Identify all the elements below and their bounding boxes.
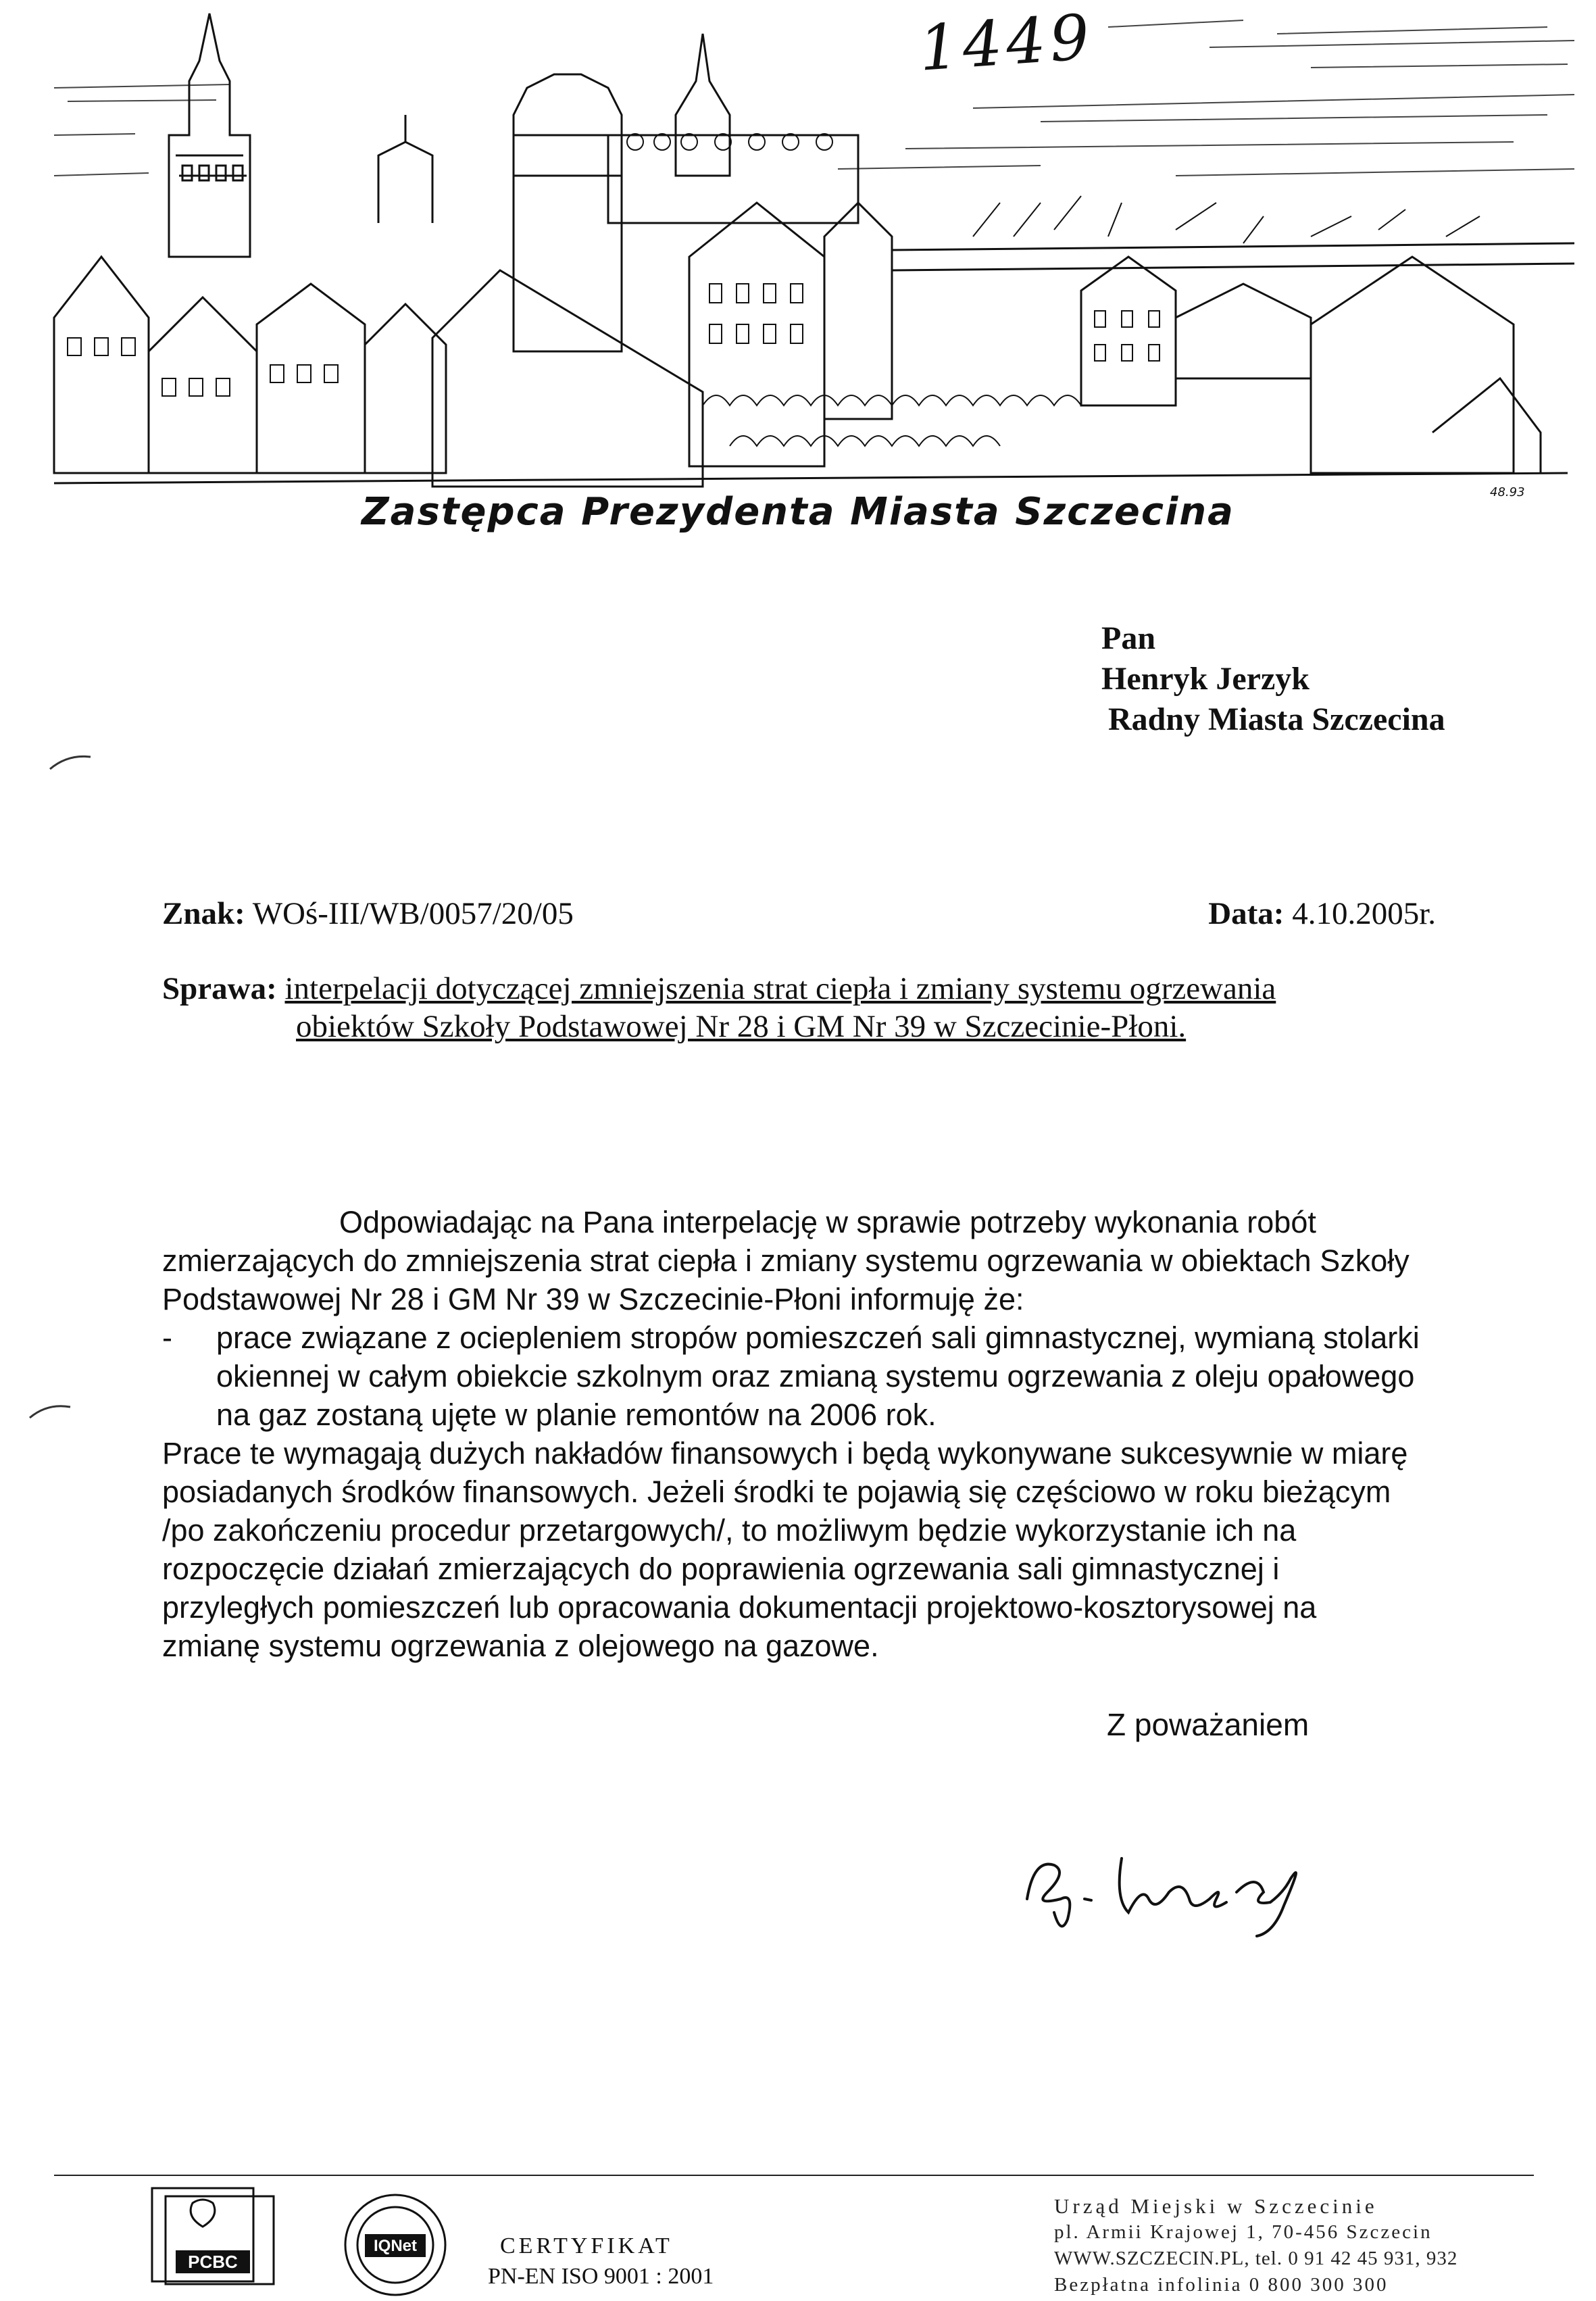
closing-phrase: Z poważaniem (1107, 1707, 1310, 1742)
subject-label: Sprawa: (162, 971, 277, 1006)
date-value: 4.10.2005r. (1292, 896, 1436, 931)
recipient-block (1101, 618, 1445, 740)
certificate-title: CERTYFIKAT (500, 2233, 673, 2258)
recipient-title: Radny Miasta Szczecina (1108, 701, 1445, 737)
iqnet-logo-label: IQNet (373, 2237, 418, 2255)
letterhead-title: Zastępca Prezydenta Miasta Szczecina (361, 490, 1235, 534)
office-address (1054, 2193, 1457, 2298)
handwritten-signature (966, 1818, 1318, 1946)
date-block (1208, 895, 1436, 932)
office-hotline: Bezpłatna infolinia 0 800 300 300 (1054, 2274, 1389, 2296)
office-name: Urząd Miejski w Szczecinie (1054, 2194, 1378, 2218)
reference-line (162, 895, 1436, 932)
date-label: Data: (1208, 896, 1285, 931)
bullet-line: na gaz zostaną ujęte w planie remontów na 2006 rok. (216, 1397, 937, 1432)
body-line: przyległych pomieszczeń lub opracowania dokumentacji projektowo-kosztorysowej na (162, 1590, 1317, 1625)
recipient-name: Henryk Jerzyk (1101, 661, 1310, 697)
body-line: Podstawowej Nr 28 i GM Nr 39 w Szczecinie-Płoni informuję że: (162, 1282, 1024, 1316)
bullet-line: prace związane z ociepleniem stropów pomieszczeń sali gimnastycznej, wymianą stolarki (216, 1320, 1420, 1355)
bullet-dash: - (162, 1320, 172, 1355)
margin-mark (47, 750, 95, 777)
body-line: /po zakończeniu procedur przetargowych/, to możliwym będzie wykorzystanie ich na (162, 1513, 1297, 1548)
letter-body (162, 1203, 1446, 1665)
illustrator-mark: 48.93 (1490, 485, 1525, 499)
margin-mark (27, 1399, 74, 1426)
body-line: rozpoczęcie działań zmierzających do poprawienia ogrzewania sali gimnastycznej i (162, 1552, 1280, 1586)
bullet-item (162, 1318, 1446, 1434)
bullet-line: okiennej w całym obiekcie szkolnym oraz zmianą systemu ogrzewania z oleju opałowego (216, 1359, 1415, 1393)
subject-line-2: obiektów Szkoły Podstawowej Nr 28 i GM Nr 39 w Szczecinie-Płoni. (296, 1009, 1187, 1044)
body-line: Prace te wymagają dużych nakładów finansowych i będą wykonywane sukcesywnie w miarę (162, 1436, 1408, 1470)
pcbc-logo-label: PCBC (188, 2252, 238, 2272)
subject-block (162, 970, 1276, 1045)
znak-value: WOś-III/WB/0057/20/05 (252, 896, 574, 931)
recipient-salutation: Pan (1101, 620, 1156, 656)
office-website-phone: WWW.SZCZECIN.PL, tel. 0 91 42 45 931, 932 (1054, 2248, 1458, 2269)
pcbc-certification-logo (145, 2183, 280, 2291)
handwritten-page-number: 1449 (916, 1, 1096, 85)
body-line: posiadanych środków finansowych. Jeżeli środki te pojawią się częściowo w roku bieżącym (162, 1475, 1391, 1509)
body-line: Odpowiadając na Pana interpelację w sprawie potrzeby wykonania robót (339, 1205, 1316, 1239)
znak-label: Znak: (162, 896, 245, 931)
body-line: zmianę systemu ogrzewania z olejowego na gazowe. (162, 1629, 879, 1663)
iqnet-certification-logo (338, 2189, 453, 2301)
szczecin-skyline-illustration (27, 0, 1581, 493)
subject-line-1: interpelacji dotyczącej zmniejszenia strat ciepła i zmiany systemu ogrzewania (284, 971, 1276, 1006)
certificate-standard: PN-EN ISO 9001 : 2001 (488, 2264, 714, 2289)
office-street: pl. Armii Krajowej 1, 70-456 Szczecin (1054, 2221, 1432, 2243)
footer-divider (54, 2175, 1534, 2176)
body-line: zmierzających do zmniejszenia strat ciepła i zmiany systemu ogrzewania w obiektach Szkoły (162, 1243, 1410, 1278)
